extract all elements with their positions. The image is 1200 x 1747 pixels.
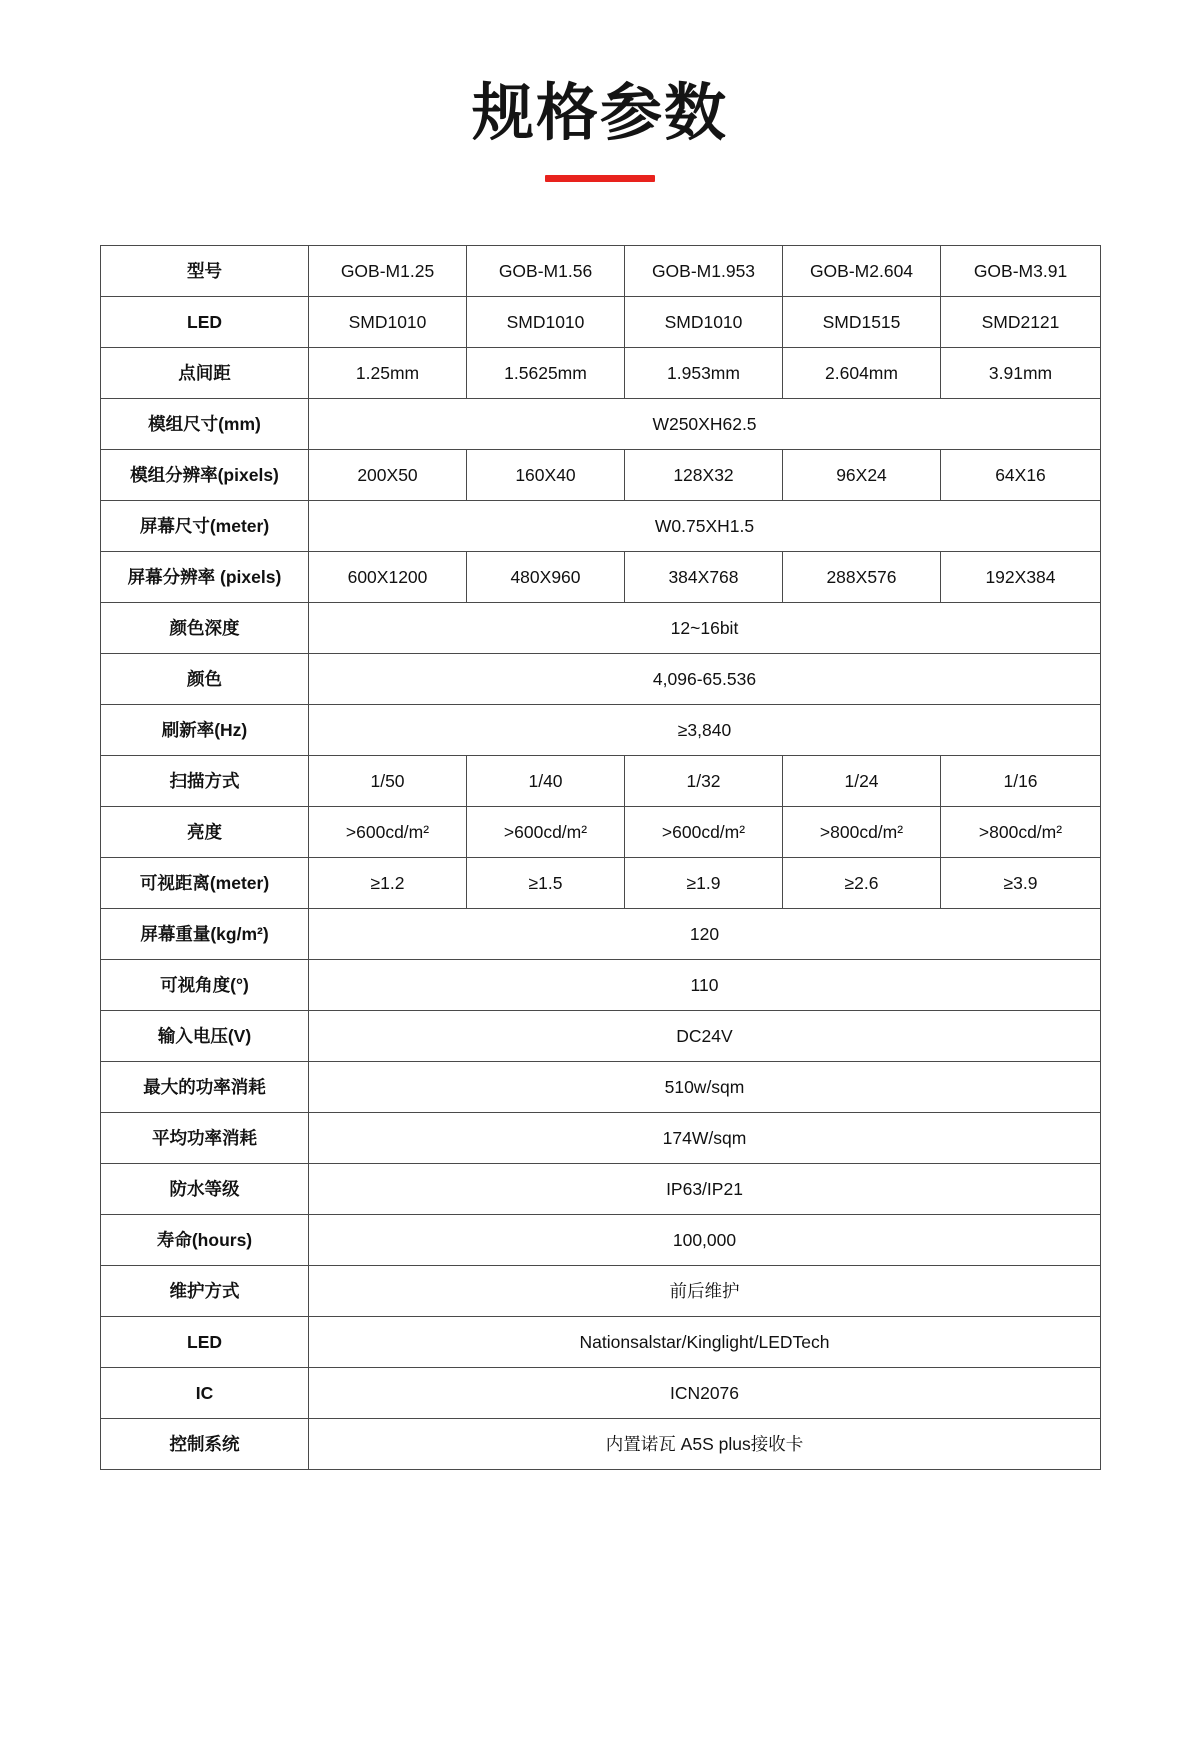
table-row bbox=[101, 1011, 1101, 1062]
specification-table bbox=[100, 245, 1101, 1470]
row-value-cell: >800cd/m² bbox=[941, 807, 1101, 858]
row-value-cell: 200X50 bbox=[309, 450, 467, 501]
row-label: 颜色深度 bbox=[101, 603, 309, 654]
table-row bbox=[101, 858, 1101, 909]
row-value-cell: 2.604mm bbox=[783, 348, 941, 399]
row-value-cell: SMD1010 bbox=[309, 297, 467, 348]
table-row bbox=[101, 705, 1101, 756]
page-title: 规格参数 bbox=[471, 79, 728, 148]
row-label: LED bbox=[101, 297, 309, 348]
table-row bbox=[101, 654, 1101, 705]
row-value-cell: GOB-M1.56 bbox=[467, 246, 625, 297]
row-value-merged: 100,000 bbox=[309, 1215, 1101, 1266]
table-row bbox=[101, 246, 1101, 297]
row-value-cell: 3.91mm bbox=[941, 348, 1101, 399]
row-value-cell: >600cd/m² bbox=[309, 807, 467, 858]
table-row bbox=[101, 756, 1101, 807]
row-label: 点间距 bbox=[101, 348, 309, 399]
row-value-cell: 1/50 bbox=[309, 756, 467, 807]
row-value-merged: 110 bbox=[309, 960, 1101, 1011]
row-value-cell: 1/24 bbox=[783, 756, 941, 807]
row-value-cell: ≥3.9 bbox=[941, 858, 1101, 909]
row-value-cell: 1/40 bbox=[467, 756, 625, 807]
row-value-cell: ≥1.9 bbox=[625, 858, 783, 909]
table-row bbox=[101, 1266, 1101, 1317]
row-label: 扫描方式 bbox=[101, 756, 309, 807]
row-value-cell: >600cd/m² bbox=[625, 807, 783, 858]
row-value-cell: GOB-M1.953 bbox=[625, 246, 783, 297]
row-label: 寿命(hours) bbox=[101, 1215, 309, 1266]
row-value-merged: 174W/sqm bbox=[309, 1113, 1101, 1164]
row-value-cell: 160X40 bbox=[467, 450, 625, 501]
row-value-merged: ICN2076 bbox=[309, 1368, 1101, 1419]
row-value-cell: ≥2.6 bbox=[783, 858, 941, 909]
table-row bbox=[101, 1062, 1101, 1113]
row-value-merged: W0.75XH1.5 bbox=[309, 501, 1101, 552]
row-value-cell: GOB-M2.604 bbox=[783, 246, 941, 297]
row-value-merged: 510w/sqm bbox=[309, 1062, 1101, 1113]
table-row bbox=[101, 807, 1101, 858]
row-value-merged: ≥3,840 bbox=[309, 705, 1101, 756]
row-value-merged: 4,096-65.536 bbox=[309, 654, 1101, 705]
table-row bbox=[101, 960, 1101, 1011]
table-row bbox=[101, 909, 1101, 960]
table-row bbox=[101, 1317, 1101, 1368]
row-value-merged: 内置诺瓦 A5S plus接收卡 bbox=[309, 1419, 1101, 1470]
table-row bbox=[101, 552, 1101, 603]
table-row bbox=[101, 297, 1101, 348]
row-value-merged: DC24V bbox=[309, 1011, 1101, 1062]
table-row bbox=[101, 1419, 1101, 1470]
row-value-cell: SMD2121 bbox=[941, 297, 1101, 348]
table-row bbox=[101, 450, 1101, 501]
row-value-cell: 288X576 bbox=[783, 552, 941, 603]
row-value-cell: 192X384 bbox=[941, 552, 1101, 603]
row-value-merged: 12~16bit bbox=[309, 603, 1101, 654]
row-label: 控制系统 bbox=[101, 1419, 309, 1470]
row-value-merged: 120 bbox=[309, 909, 1101, 960]
row-value-cell: 1/16 bbox=[941, 756, 1101, 807]
row-value-merged: Nationsalstar/Kinglight/LEDTech bbox=[309, 1317, 1101, 1368]
row-value-cell: SMD1010 bbox=[467, 297, 625, 348]
table-row bbox=[101, 1164, 1101, 1215]
row-value-cell: >800cd/m² bbox=[783, 807, 941, 858]
row-value-cell: 128X32 bbox=[625, 450, 783, 501]
row-value-cell: SMD1010 bbox=[625, 297, 783, 348]
specification-table-body bbox=[101, 246, 1101, 1470]
row-label: 屏幕尺寸(meter) bbox=[101, 501, 309, 552]
row-value-cell: 480X960 bbox=[467, 552, 625, 603]
row-value-cell: 1/32 bbox=[625, 756, 783, 807]
title-block bbox=[0, 0, 1200, 182]
row-value-cell: SMD1515 bbox=[783, 297, 941, 348]
row-value-cell: >600cd/m² bbox=[467, 807, 625, 858]
title-underline-rule bbox=[545, 175, 655, 182]
row-value-cell: 1.25mm bbox=[309, 348, 467, 399]
row-label: 屏幕分辨率 (pixels) bbox=[101, 552, 309, 603]
row-label: 模组分辨率(pixels) bbox=[101, 450, 309, 501]
table-row bbox=[101, 603, 1101, 654]
row-label: 颜色 bbox=[101, 654, 309, 705]
table-row bbox=[101, 1215, 1101, 1266]
row-value-cell: 1.5625mm bbox=[467, 348, 625, 399]
row-label: 型号 bbox=[101, 246, 309, 297]
row-value-cell: 600X1200 bbox=[309, 552, 467, 603]
row-label: 防水等级 bbox=[101, 1164, 309, 1215]
row-value-merged: 前后维护 bbox=[309, 1266, 1101, 1317]
row-label: LED bbox=[101, 1317, 309, 1368]
table-row bbox=[101, 1368, 1101, 1419]
row-label: 可视距离(meter) bbox=[101, 858, 309, 909]
row-label: 维护方式 bbox=[101, 1266, 309, 1317]
row-label: 屏幕重量(kg/m²) bbox=[101, 909, 309, 960]
row-value-cell: ≥1.5 bbox=[467, 858, 625, 909]
table-row bbox=[101, 399, 1101, 450]
row-label: 刷新率(Hz) bbox=[101, 705, 309, 756]
row-value-cell: 64X16 bbox=[941, 450, 1101, 501]
row-value-cell: GOB-M1.25 bbox=[309, 246, 467, 297]
row-label: 平均功率消耗 bbox=[101, 1113, 309, 1164]
row-value-cell: 384X768 bbox=[625, 552, 783, 603]
row-value-cell: 96X24 bbox=[783, 450, 941, 501]
row-label: 亮度 bbox=[101, 807, 309, 858]
row-value-merged: IP63/IP21 bbox=[309, 1164, 1101, 1215]
row-value-cell: ≥1.2 bbox=[309, 858, 467, 909]
spec-table-wrapper bbox=[100, 245, 1100, 1470]
row-label: IC bbox=[101, 1368, 309, 1419]
row-label: 模组尺寸(mm) bbox=[101, 399, 309, 450]
row-value-cell: 1.953mm bbox=[625, 348, 783, 399]
row-label: 最大的功率消耗 bbox=[101, 1062, 309, 1113]
table-row bbox=[101, 501, 1101, 552]
table-row bbox=[101, 348, 1101, 399]
row-label: 可视角度(°) bbox=[101, 960, 309, 1011]
row-value-merged: W250XH62.5 bbox=[309, 399, 1101, 450]
row-value-cell: GOB-M3.91 bbox=[941, 246, 1101, 297]
row-label: 输入电压(V) bbox=[101, 1011, 309, 1062]
table-row bbox=[101, 1113, 1101, 1164]
